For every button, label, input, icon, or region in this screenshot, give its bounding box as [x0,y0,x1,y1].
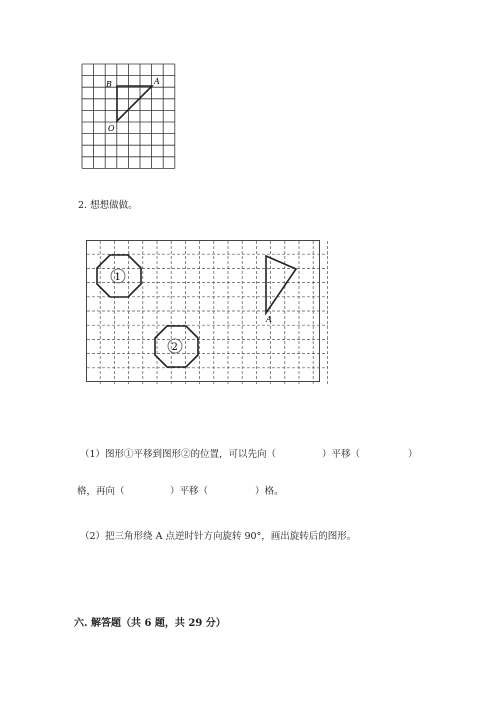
part-1-text-f: ）格。 [255,486,284,497]
part-1-text-a: （1）图形①平移到图形②的位置，可以先向（ [80,449,277,460]
octagon-2-label: 2 [171,342,178,353]
part-1-text-c: ） [408,449,418,460]
grid-lines [82,64,175,168]
label-a: A [266,315,272,324]
label-b: B [106,80,112,89]
part-2-text: （2）把三角形绕 A 点逆时针方向旋转 90°，画出旋转后的图形。 [80,531,357,542]
grid-figure-1 [78,60,180,174]
part-1-text-b: ）平移（ [322,449,361,460]
dashed-grid-lines [86,240,328,385]
triangle-a [266,256,296,313]
question-2-title: 2. 想想做做。 [78,200,138,211]
section-6-heading: 六. 解答题（共 6 题，共 29 分） [74,618,226,629]
part-1-text-d: 格，再向（ [77,486,125,497]
label-o: O [108,124,115,133]
label-a: A [154,77,160,86]
triangle-oab [117,86,152,121]
octagon-1-label: 1 [114,272,121,283]
part-1-text-e: ）平移（ [170,486,209,497]
grid-figure-2 [86,240,332,386]
